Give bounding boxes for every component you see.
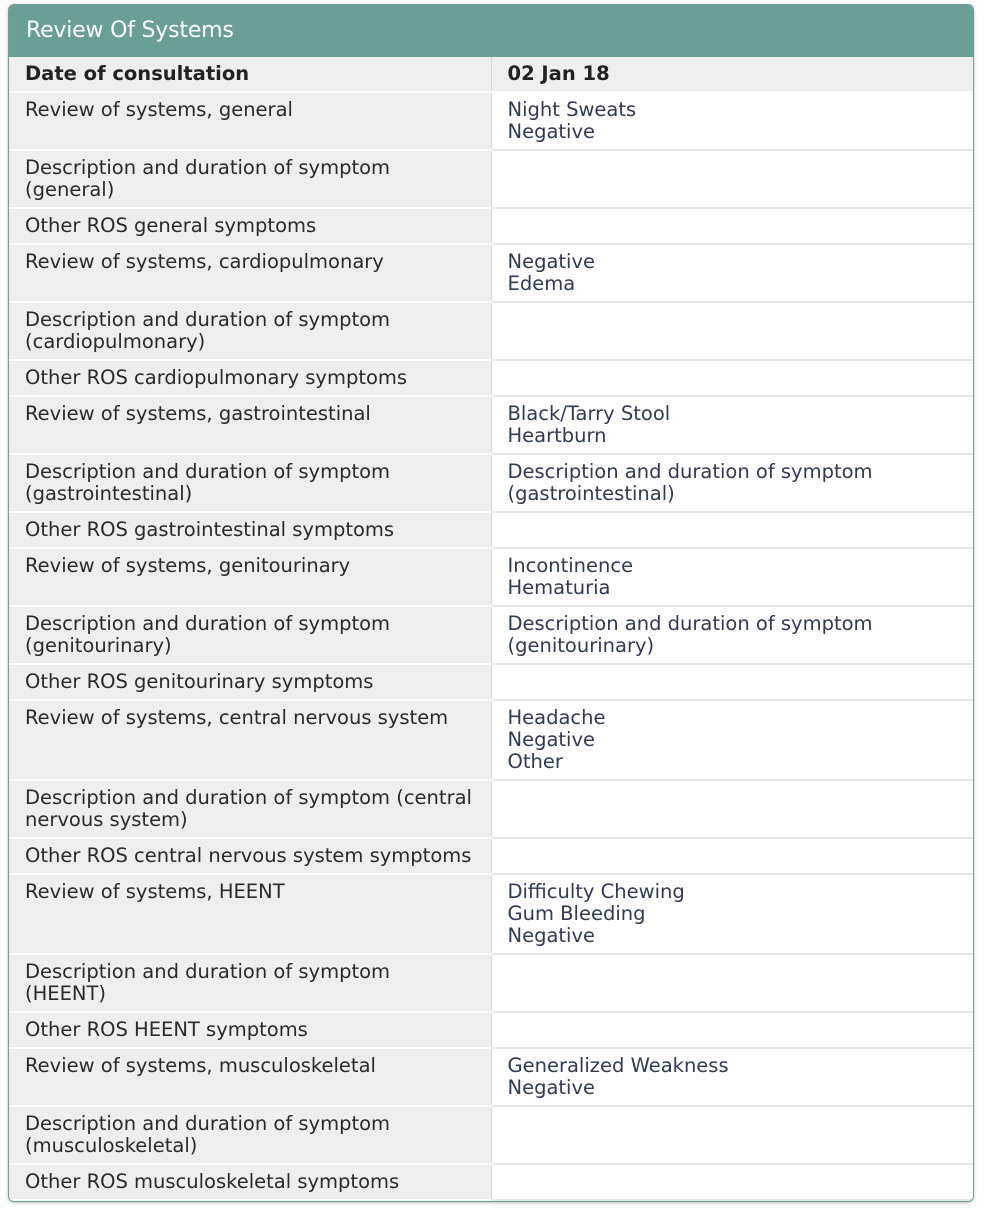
table-row bbox=[9, 664, 973, 700]
row-label: Other ROS genitourinary symptoms bbox=[9, 664, 491, 700]
row-label: Description and duration of symptom (gastrointestinal) bbox=[9, 454, 491, 512]
row-value bbox=[491, 454, 973, 512]
header-label: Date of consultation bbox=[9, 57, 491, 92]
value-item: Negative bbox=[507, 1076, 596, 1099]
row-label: Description and duration of symptom (cardiopulmonary) bbox=[9, 302, 491, 360]
row-value bbox=[491, 838, 973, 874]
value-item: Negative bbox=[507, 924, 596, 947]
row-value bbox=[491, 396, 973, 454]
row-value bbox=[491, 954, 973, 1012]
row-value bbox=[491, 700, 973, 780]
table-row bbox=[9, 838, 973, 874]
row-value bbox=[491, 1048, 973, 1106]
table-row bbox=[9, 548, 973, 606]
row-label: Description and duration of symptom (general) bbox=[9, 150, 491, 208]
row-value bbox=[491, 664, 973, 700]
row-value bbox=[491, 1012, 973, 1048]
row-label: Other ROS cardiopulmonary symptoms bbox=[9, 360, 491, 396]
value-item: Description and duration of symptom (gastrointestinal) bbox=[507, 460, 873, 505]
table-row bbox=[9, 780, 973, 838]
ros-table-body bbox=[9, 57, 973, 1200]
value-item: Edema bbox=[507, 272, 576, 295]
value-item: Negative bbox=[507, 728, 596, 751]
row-label: Other ROS gastrointestinal symptoms bbox=[9, 512, 491, 548]
table-row bbox=[9, 700, 973, 780]
row-label: Other ROS general symptoms bbox=[9, 208, 491, 244]
review-of-systems-panel bbox=[8, 4, 974, 1202]
row-value bbox=[491, 512, 973, 548]
table-row bbox=[9, 1048, 973, 1106]
value-item: Negative bbox=[507, 250, 596, 273]
row-value bbox=[491, 874, 973, 954]
row-value bbox=[491, 780, 973, 838]
row-label: Other ROS central nervous system symptoms bbox=[9, 838, 491, 874]
row-value bbox=[491, 244, 973, 302]
row-label: Review of systems, cardiopulmonary bbox=[9, 244, 491, 302]
row-label: Description and duration of symptom (genitourinary) bbox=[9, 606, 491, 664]
value-item: Night Sweats bbox=[507, 98, 637, 121]
row-label: Other ROS HEENT symptoms bbox=[9, 1012, 491, 1048]
value-item: Description and duration of symptom (genitourinary) bbox=[507, 612, 873, 657]
table-row bbox=[9, 244, 973, 302]
value-item: Other bbox=[507, 750, 563, 773]
value-item: Hematuria bbox=[507, 576, 611, 599]
value-item: Generalized Weakness bbox=[507, 1054, 729, 1077]
value-item: Heartburn bbox=[507, 424, 607, 447]
row-value bbox=[491, 302, 973, 360]
table-row bbox=[9, 396, 973, 454]
row-label: Description and duration of symptom (musculoskeletal) bbox=[9, 1106, 491, 1164]
row-label: Review of systems, musculoskeletal bbox=[9, 1048, 491, 1106]
row-label: Review of systems, general bbox=[9, 92, 491, 150]
value-item: Black/Tarry Stool bbox=[507, 402, 671, 425]
table-row bbox=[9, 92, 973, 150]
row-value bbox=[491, 606, 973, 664]
row-label: Review of systems, genitourinary bbox=[9, 548, 491, 606]
table-row bbox=[9, 150, 973, 208]
value-item: Gum Bleeding bbox=[507, 902, 646, 925]
table-row bbox=[9, 454, 973, 512]
table-row bbox=[9, 1164, 973, 1200]
row-value bbox=[491, 92, 973, 150]
value-item: Headache bbox=[507, 706, 606, 729]
row-label: Review of systems, central nervous system bbox=[9, 700, 491, 780]
row-value bbox=[491, 1164, 973, 1200]
table-row bbox=[9, 1106, 973, 1164]
value-item: Difficulty Chewing bbox=[507, 880, 685, 903]
table-row bbox=[9, 302, 973, 360]
row-label: Review of systems, gastrointestinal bbox=[9, 396, 491, 454]
row-label: Review of systems, HEENT bbox=[9, 874, 491, 954]
table-row bbox=[9, 874, 973, 954]
row-value bbox=[491, 548, 973, 606]
table-row bbox=[9, 360, 973, 396]
row-value bbox=[491, 208, 973, 244]
table-row bbox=[9, 954, 973, 1012]
ros-table bbox=[9, 57, 973, 1201]
table-row bbox=[9, 512, 973, 548]
row-value bbox=[491, 150, 973, 208]
table-row bbox=[9, 1012, 973, 1048]
table-header-row bbox=[9, 57, 973, 92]
row-value bbox=[491, 360, 973, 396]
row-label: Description and duration of symptom (HEENT) bbox=[9, 954, 491, 1012]
row-label: Other ROS musculoskeletal symptoms bbox=[9, 1164, 491, 1200]
row-value bbox=[491, 1106, 973, 1164]
value-item: Negative bbox=[507, 120, 596, 143]
panel-title: Review Of Systems bbox=[9, 5, 973, 57]
consultation-date: 02 Jan 18 bbox=[491, 57, 973, 92]
table-row bbox=[9, 208, 973, 244]
row-label: Description and duration of symptom (central nervous system) bbox=[9, 780, 491, 838]
value-item: Incontinence bbox=[507, 554, 634, 577]
table-row bbox=[9, 606, 973, 664]
